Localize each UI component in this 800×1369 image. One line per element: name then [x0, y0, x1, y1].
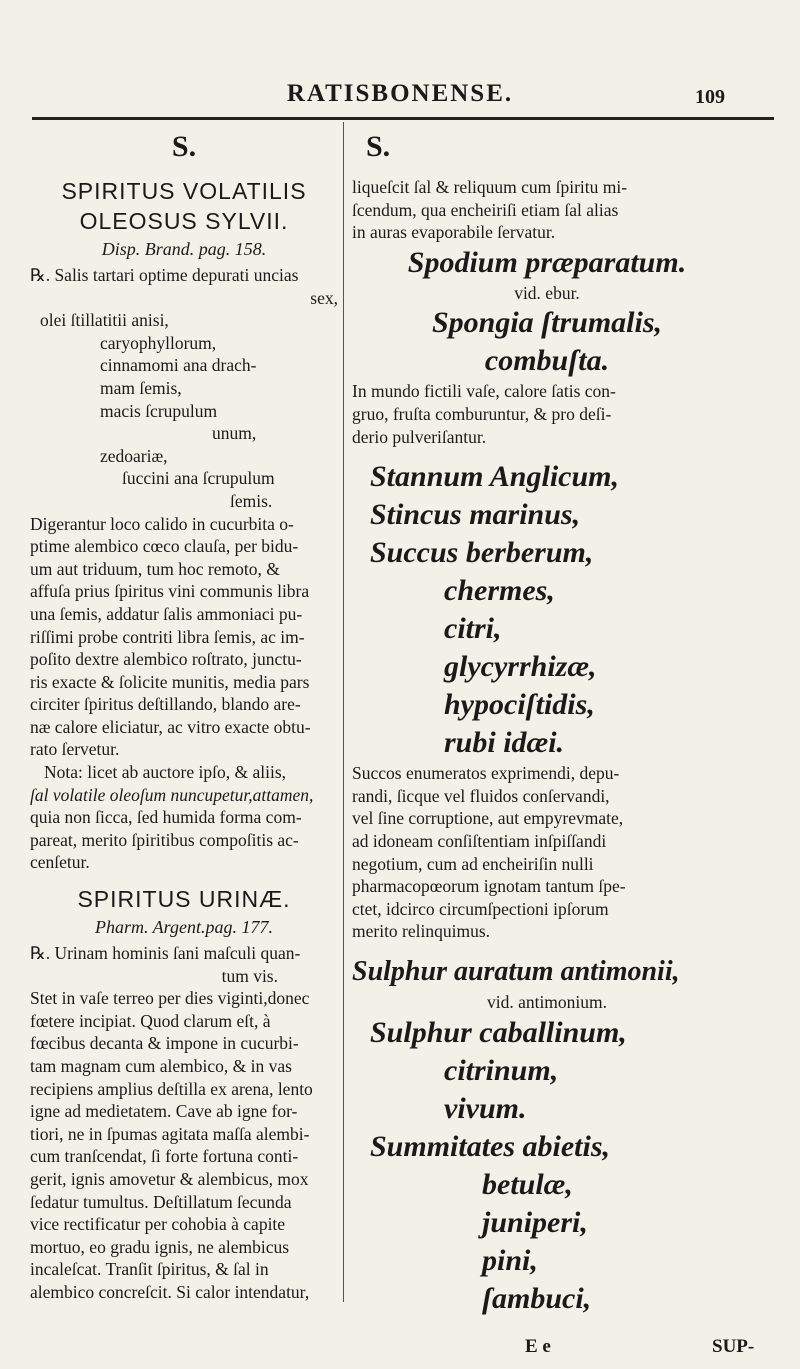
recipe-line: sex,	[310, 287, 338, 308]
recipe-line: ℞. Urinam hominis ſani maſculi quan-	[30, 943, 301, 964]
recipe-line: olei ſtillatitii anisi,	[40, 310, 169, 331]
cross-reference: vid. ebur.	[514, 282, 580, 303]
paragraph: liqueſcit ſal & reliquum cum ſpiritu mi- ſcendum, qua encheiriſi etiam ſal alias in auras evaporabile ſervatur.	[352, 177, 628, 243]
item-sub: citri,	[444, 612, 502, 646]
item-succus: Succus berberum,	[370, 536, 594, 570]
recipe-line: mam ſemis,	[100, 377, 182, 398]
entry-title: SPIRITUS URINÆ.	[77, 886, 291, 913]
item-sub: juniperi,	[482, 1205, 588, 1239]
left-column-letter: S.	[171, 130, 197, 163]
right-column-letter: S.	[366, 130, 391, 163]
item-sub: citrinum,	[444, 1053, 559, 1087]
item-sub: chermes,	[444, 574, 555, 608]
paragraph: In mundo fictili vaſe, calore ſatis con- gruo, fruſta comburuntur, & pro deſi- derio pulveriſantur.	[352, 381, 616, 447]
item-spongia: Spongia ſtrumalis,	[431, 306, 663, 340]
paragraph: Succos enumeratos exprimendi, depu- randi, ſicque vel fluidos conſervandi, vel ſine corruptione, aut empyrevmate, ad idoneam conſiſtentiam inſpiſſandi negotium, cum ad encheiriſin nulli pharmacopœorum ignotam tantum ſpe- ctet, idcirco circumſpectioni ipſorum merito relinquimus.	[352, 763, 626, 942]
recipe-line: ℞. Salis tartari optime depurati uncias	[30, 265, 299, 285]
header-rule	[32, 117, 774, 120]
entry-title: SPIRITUS VOLATILIS	[61, 178, 307, 204]
item-sub: vivum.	[444, 1091, 527, 1125]
entry-reference: Pharm. Argent.pag. 177.	[95, 917, 273, 938]
paragraph: Stet in vaſe terreo per dies viginti,donec fœtere incipiat. Quod clarum eſt, à fœcibus decanta & impone in cucurbi- tam magnam cum alembico, & in vas recipiens amplius deſtilla ex arena, lento igne ad medietatem. Cave ab igne for- tiori, ne in ſpumas agitata maſſa alembi- cum tranſcendat, ſi forte fortuna conti- gerit, ignis amovetur & alembicus, mox ſedatur tumultus. Deſtillatum ſecunda vice rectificatur per cohobia à capite mortuo, eo gradu ignis, ne alembicus incaleſcat. Tranſit ſpiritus, & ſal in alembico concreſcit. Si calor intendatur,	[30, 988, 313, 1302]
item-sub: ſambuci,	[482, 1281, 592, 1315]
left-column	[30, 128, 338, 1304]
recipe-line: macis ſcrupulum	[100, 400, 218, 421]
item-spongia-cont: combuſta.	[484, 344, 610, 378]
item-sulphur-caballinum: Sulphur caballinum,	[370, 1015, 627, 1049]
nota-paragraph: Nota: licet ab auctore ipſo, & aliis, ſal volatile oleoſum nuncupetur,attamen, quia non ſicca, ſed humida forma com- pareat, merito ſpiritibus compoſitis ac- cenſetur.	[30, 762, 314, 873]
item-sub: rubi idæi.	[444, 726, 565, 760]
entry-title-cont: OLEOSUS SYLVII.	[79, 208, 289, 234]
entry-reference: Disp. Brand. pag. 158.	[101, 239, 267, 259]
right-column	[352, 128, 742, 1318]
recipe-line: zedoariæ,	[100, 445, 168, 466]
running-title: RATISBONENSE.	[286, 80, 514, 107]
item-stannum: Stannum Anglicum,	[370, 460, 619, 494]
recipe-line: cinnamomi ana drach-	[100, 355, 257, 376]
item-sub: pini,	[482, 1243, 538, 1277]
item-summitates: Summitates abietis,	[370, 1129, 611, 1163]
item-sub: glycyrrhizæ,	[444, 650, 597, 684]
paragraph: Digerantur loco calido in cucurbita o- ptime alembico cœco clauſa, per bidu- um aut triduum, tum hoc remoto, & affuſa prius ſpiritus vini communis libra una ſemis, addatur ſalis ammoniaci pu- riſſimi probe contriti libra ſemis, ac im- poſito dextre alembico roſtrato, junctu- ris exacte & ſolicite munitis, media pars circiter ſpiritus deſtillando, blando are- næ calore eliciatur, ac vitro exacte obtu- rato ſervetur.	[30, 513, 311, 760]
recipe-line: ſemis.	[230, 490, 273, 511]
recipe-line: tum vis.	[221, 965, 278, 986]
item-sub: betulæ,	[482, 1167, 573, 1201]
cross-reference: vid. antimonium.	[486, 991, 608, 1012]
recipe-line: unum,	[212, 423, 257, 444]
item-spodium: Spodium præparatum.	[407, 245, 687, 279]
page-number: 109	[695, 86, 725, 108]
item-sulphur-auratum: Sulphur auratum antimonii,	[352, 955, 680, 987]
recipe-line: ſuccini ana ſcrupulum	[122, 468, 275, 489]
column-divider	[343, 122, 344, 1302]
item-stincus: Stincus marinus,	[370, 498, 581, 532]
recipe-line: caryophyllorum,	[100, 332, 217, 353]
item-sub: hypociſtidis,	[444, 688, 595, 722]
catchword: SUP-	[712, 1336, 755, 1357]
signature-mark: E e	[525, 1336, 551, 1357]
